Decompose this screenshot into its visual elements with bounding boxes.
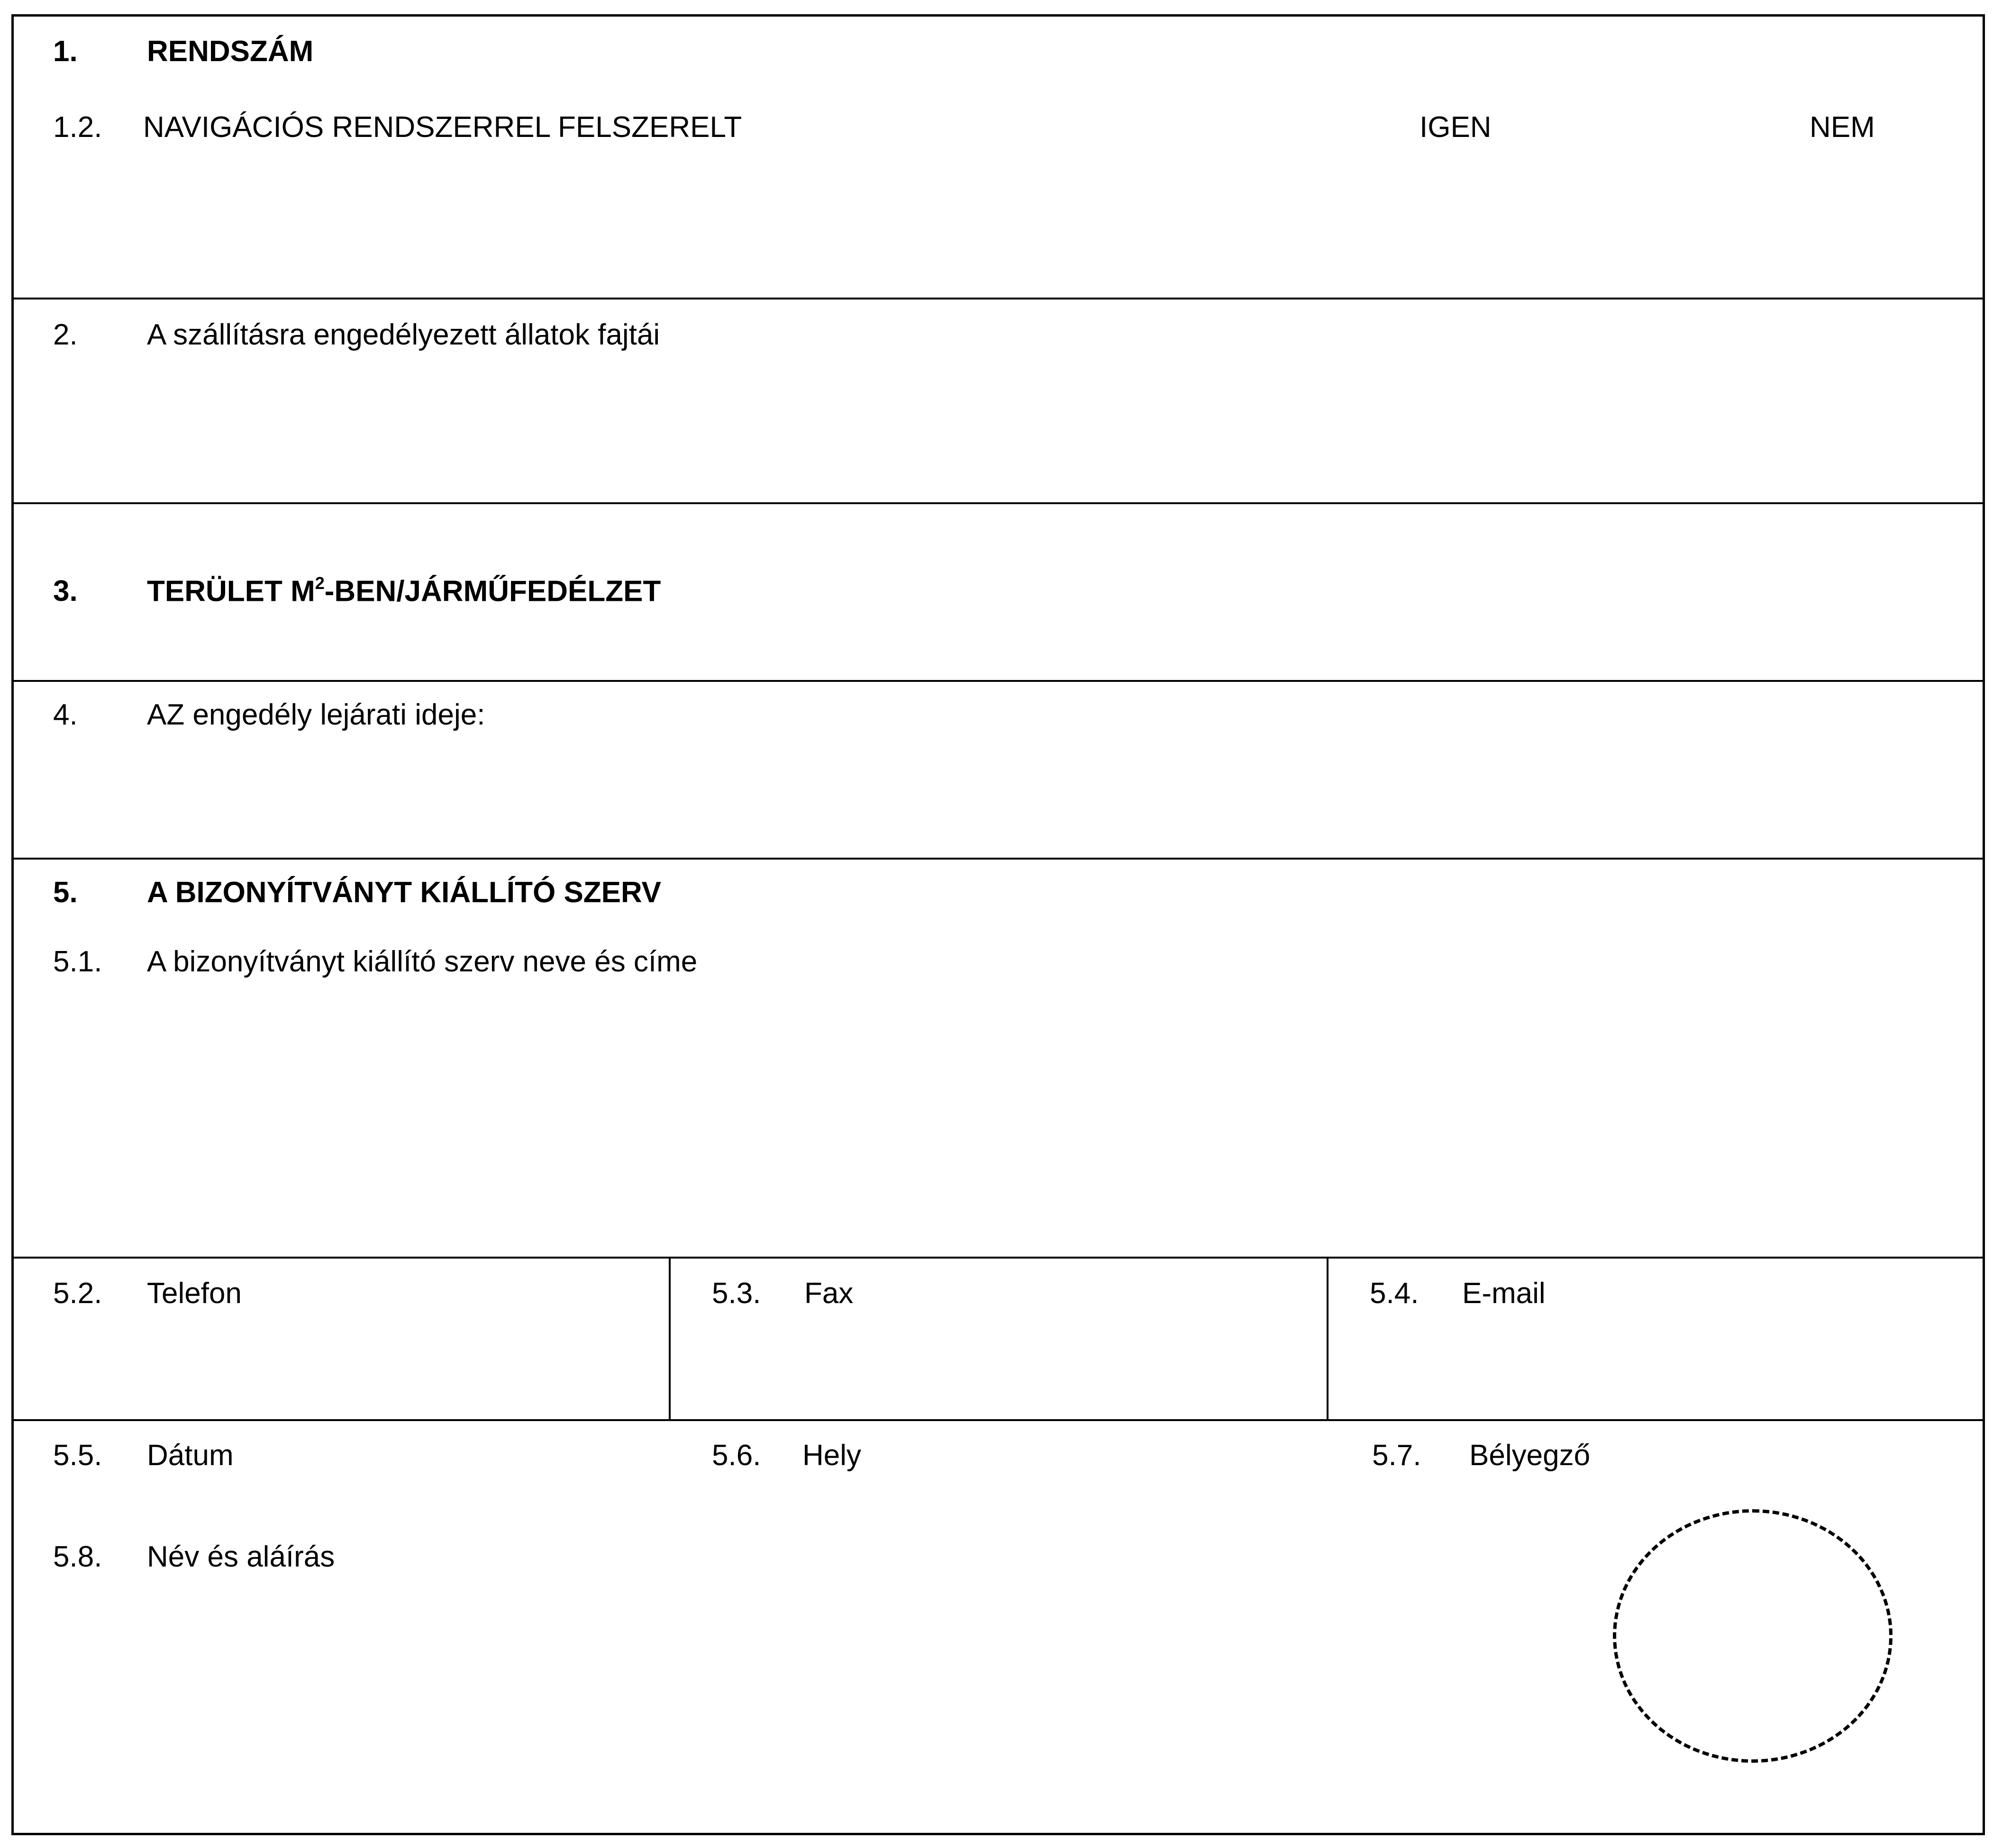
- phone-label: Telefon: [147, 1277, 242, 1310]
- section-5-6-number: 5.6.: [712, 1439, 761, 1472]
- section-3-title: TERÜLET $M^2-BEN$/JÁRMŰFEDÉLZET: [147, 573, 661, 608]
- section-5-title: A BIZONYÍTVÁNYT KIÁLLÍTÓ SZERV: [147, 876, 662, 909]
- section-4-number: 4.: [53, 698, 78, 731]
- divider-v1: [669, 1257, 671, 1419]
- name-signature-label: Név és aláírás: [147, 1540, 335, 1573]
- date-label: Dátum: [147, 1439, 234, 1472]
- option-yes[interactable]: IGEN: [1420, 111, 1492, 144]
- animal-species-label: A szállításra engedélyezett állatok fajtái: [147, 318, 660, 351]
- stamp-circle: [1613, 1509, 1893, 1763]
- place-label: Hely: [802, 1439, 862, 1472]
- divider-3: [14, 680, 1983, 682]
- section-5-number: 5.: [53, 876, 78, 909]
- email-label: E-mail: [1462, 1277, 1546, 1310]
- section-3-number: 3.: [53, 575, 78, 607]
- section-5-4-number: 5.4.: [1370, 1277, 1419, 1310]
- divider-4: [14, 858, 1983, 860]
- navigation-label: NAVIGÁCIÓS RENDSZERREL FELSZERELT: [143, 111, 742, 144]
- fax-label: Fax: [804, 1277, 854, 1310]
- section-5-8-number: 5.8.: [53, 1540, 102, 1573]
- section-5-5-number: 5.5.: [53, 1439, 102, 1472]
- section-5-1-number: 5.1.: [53, 945, 102, 978]
- section-5-7-number: 5.7.: [1372, 1439, 1421, 1472]
- section-1-number: 1.: [53, 35, 78, 68]
- section-2-number: 2.: [53, 318, 78, 351]
- option-no[interactable]: NEM: [1810, 111, 1875, 144]
- divider-5: [14, 1257, 1983, 1259]
- stamp-label: Bélyegző: [1469, 1439, 1591, 1472]
- section-5-3-number: 5.3.: [712, 1277, 761, 1310]
- divider-1: [14, 298, 1983, 299]
- divider-6: [14, 1419, 1983, 1421]
- section-1-2-number: 1.2.: [53, 111, 102, 144]
- divider-v2: [1327, 1257, 1329, 1419]
- expiry-label: AZ engedély lejárati ideje:: [147, 698, 485, 731]
- authority-name-address-label: A bizonyítványt kiállító szerv neve és címe: [147, 945, 698, 978]
- section-1-title: RENDSZÁM: [147, 35, 314, 68]
- section-5-2-number: 5.2.: [53, 1277, 102, 1310]
- divider-2: [14, 502, 1983, 504]
